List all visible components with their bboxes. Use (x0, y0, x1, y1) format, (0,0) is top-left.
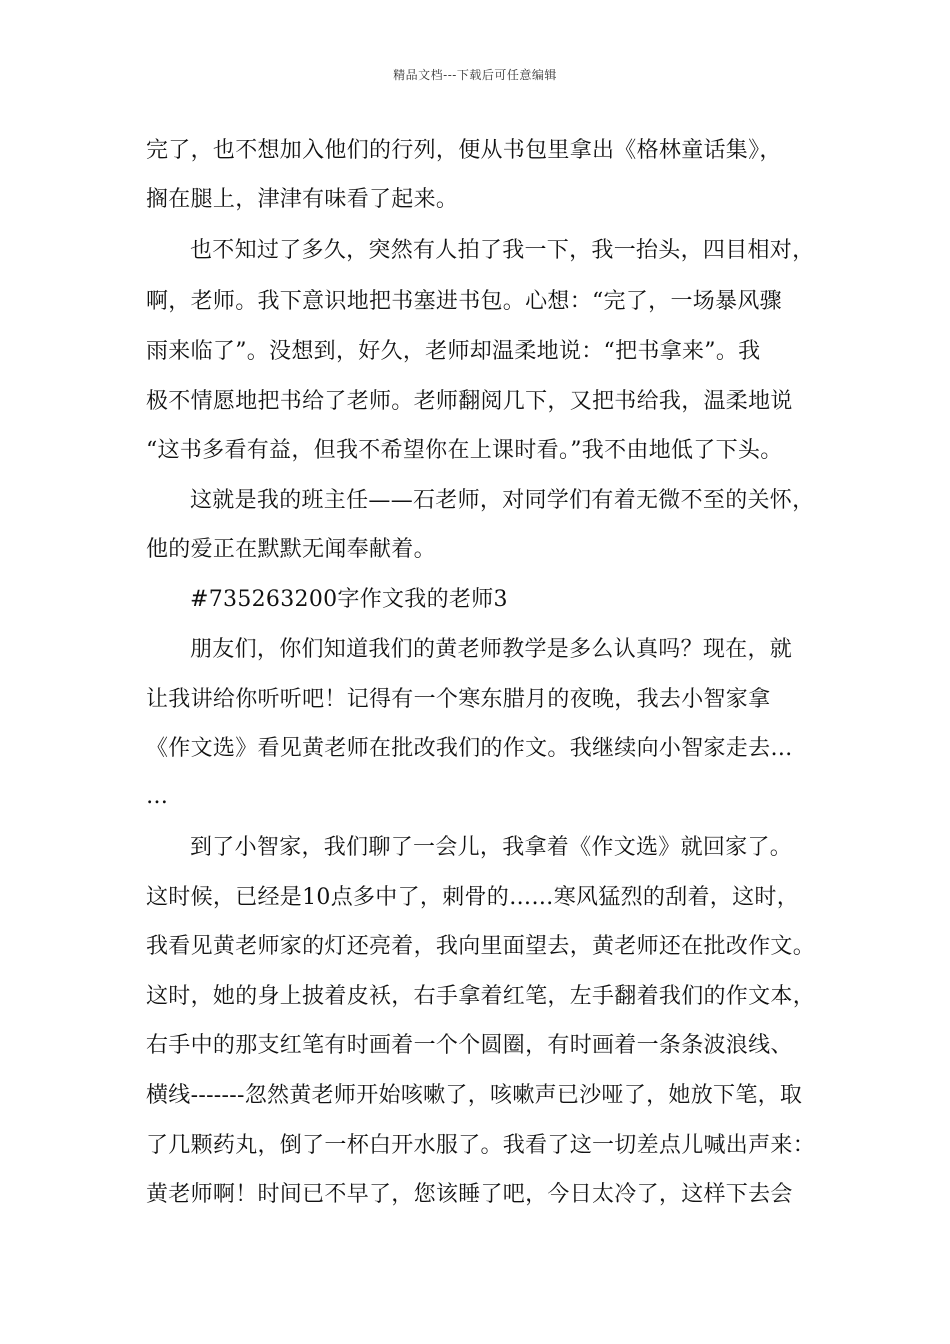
text-line-21: 了几颗药丸，倒了一杯白开水服了。我看了这一切差点儿喊出声来： (146, 1133, 816, 1158)
text-line-8: 这就是我的班主任——石老师，对同学们有着无微不至的关怀， (190, 488, 815, 513)
text-line-15: 到了小智家，我们聊了一会儿，我拿着《作文选》就回家了。 (190, 835, 793, 860)
text-line-6: 极不情愿地把书给了老师。老师翻阅几下，又把书给我，温柔地说 (146, 389, 793, 414)
text-line-13: 《作文选》看见黄老师在批改我们的作文。我继续向小智家走去… (146, 736, 793, 761)
text-line-1: 完了，也不想加入他们的行列，便从书包里拿出《格林童话集》， (146, 138, 782, 163)
text-line-9: 他的爱正在默默无闻奉献着。 (146, 537, 436, 562)
text-line-14: … (146, 784, 169, 809)
text-line-4: 啊，老师。我下意识地把书塞进书包。心想：“完了，一场暴风骤 (146, 289, 782, 314)
text-line-12: 让我讲给你听听吧！记得有一个寒东腊月的夜晚，我去小智家拿 (146, 687, 771, 712)
text-line-16: 这时候，已经是10点多中了，刺骨的……寒风猛烈的刮着，这时， (146, 885, 799, 910)
section-heading: #735263200字作文我的老师3 (190, 587, 508, 612)
text-line-17: 我看见黄老师家的灯还亮着，我向里面望去，黄老师还在批改作文。 (146, 934, 816, 959)
text-line-5: 雨来临了”。没想到，好久，老师却温柔地说：“把书拿来”。我 (146, 339, 761, 364)
text-line-22: 黄老师啊！时间已不早了，您该睡了吧，今日太冷了，这样下去会 (146, 1182, 793, 1207)
text-line-19: 右手中的那支红笔有时画着一个个圆圈，有时画着一条条波浪线、 (146, 1033, 793, 1058)
page-header: 精品文档---下载后可任意编辑 (393, 68, 557, 82)
text-line-18: 这时，她的身上披着皮袄，右手拿着红笔，左手翻着我们的作文本， (146, 984, 816, 1009)
text-line-2: 搁在腿上，津津有味看了起来。 (146, 187, 459, 212)
text-line-20: 横线-------忽然黄老师开始咳嗽了，咳嗽声已沙哑了，她放下笔，取 (146, 1083, 803, 1108)
text-line-3: 也不知过了多久，突然有人拍了我一下，我一抬头，四目相对， (190, 238, 815, 263)
text-line-11: 朋友们，你们知道我们的黄老师教学是多么认真吗？现在，就 (190, 637, 793, 662)
text-line-7: “这书多看有益，但我不希望你在上课时看。”我不由地低了下头。 (146, 438, 783, 463)
